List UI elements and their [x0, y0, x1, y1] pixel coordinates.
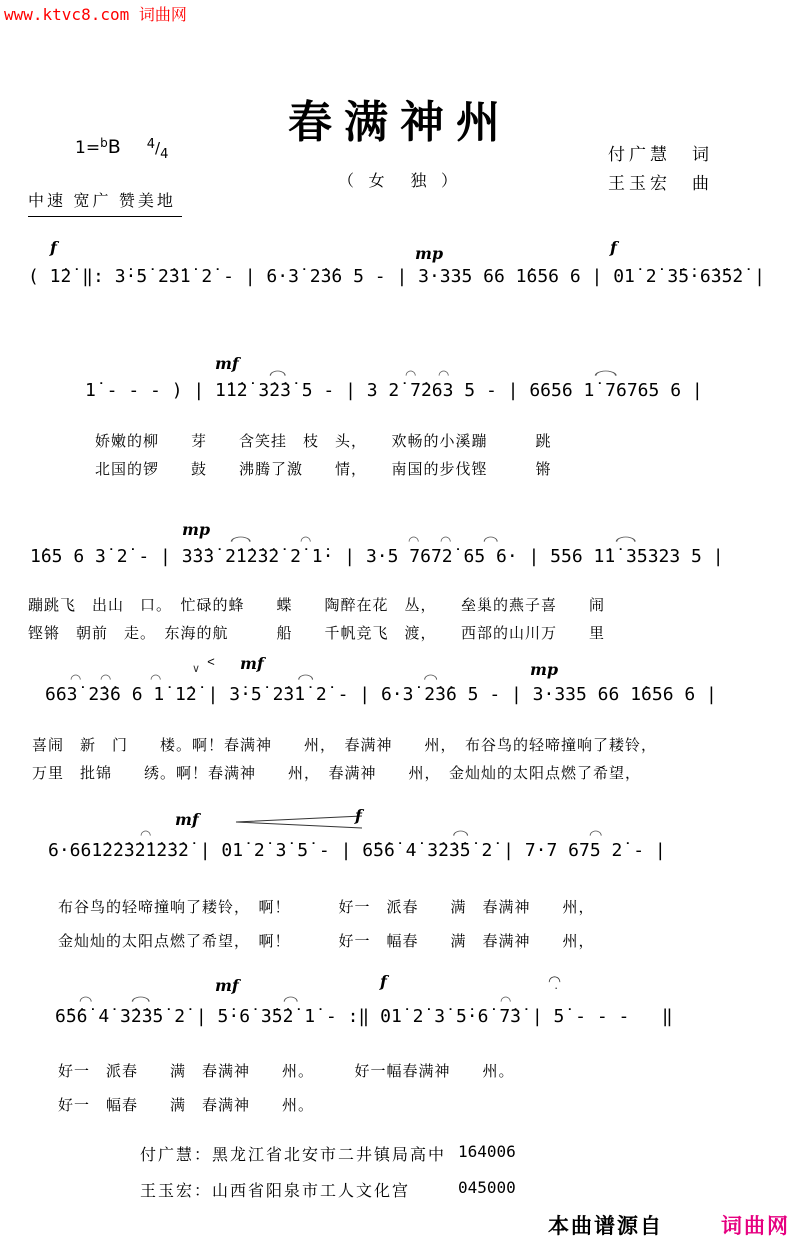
notes-line: 6·661̇2̇2̇3̇2̇1̇2̇3̇2̇ | 01̇ 2̇ 3̇ 5̇ - | 6̇5̇6̇ 4̇ 3̇2̇3̇5̇ 2̇ | 7·7 675 2̇ - |: [48, 840, 666, 861]
dynamic-marking: mf: [175, 810, 199, 829]
lyrics-line-verse2: 万里 批锦 绣。啊！春满神 州， 春满神 州， 金灿灿的太阳点燃了希望，: [32, 765, 642, 782]
flat-sign: b: [100, 136, 108, 150]
dynamic-marking: f: [355, 806, 362, 825]
music-system-4: [0, 652, 800, 807]
notes-line: ( 1̇2̇ ‖: 3̇·5̇ 2̇3̇1̇ 2̇ - | 6·3̇ 2̇3̇6 5 - | 3·335 66 1̇656 6 | 01̇ 2̇ 3̇5̇·6̇3̇5̇2̇ |: [28, 266, 765, 287]
postal-code-lyricist: 164006: [458, 1142, 516, 1161]
dynamic-marking: mp: [182, 520, 211, 539]
key-signature: [75, 136, 168, 162]
composer-credit: 王玉宏 曲: [608, 174, 713, 193]
dynamic-marking: mf: [215, 354, 239, 373]
crescendo-hairpin-icon: [232, 814, 362, 835]
lyricist-credit: 付广慧 词: [608, 145, 713, 164]
source-note: [548, 1210, 790, 1240]
lyrics-line-verse2: 金灿灿的太阳点燃了希望， 啊！ 好一 幅春 满 春满神 州，: [58, 933, 595, 950]
dynamic-marking: f: [380, 972, 387, 991]
source-site: 词曲网: [721, 1215, 790, 1238]
notes-line: 1̇ - - - ) | 1̇1̇2̇ 3̇2̇3̇ 5 - | 3 2̇ 7̇263 5 - | 6656 1̇ 76765 6 |: [85, 380, 703, 401]
dynamic-marking: mf: [240, 654, 264, 673]
dynamic-marking: f: [50, 238, 57, 257]
source-prefix: 本曲谱源自: [548, 1215, 663, 1238]
dynamic-marking: mp: [415, 244, 444, 263]
music-system-5: [0, 806, 800, 971]
lyrics-line-verse1: 好一 派春 满 春满神 州。 好一幅春满神 州。: [58, 1063, 515, 1080]
time-signature: [146, 137, 169, 162]
meter-slash: /: [155, 139, 161, 157]
footer-contact-composer: 王玉宏：山西省阳泉市工人文化宫: [140, 1183, 411, 1200]
breath-mark-icon: [192, 662, 200, 675]
notes-line: 6̇5̇6̇ 4̇ 3̇2̇3̇5̇ 2̇ | 5̇·6̇ 3̇5̇2̇ 1̇ - :‖ 01̇ 2̇ 3̇ 5̇·6̇ 7̇3̇ | 5̇ - - - ‖: [55, 1006, 673, 1027]
lyrics-line-verse1: 蹦跳飞 出山 口。 忙碌的蜂 蝶 陶醉在花 丛， 垒巢的燕子喜 闹: [28, 597, 606, 614]
song-title: 春满神州: [288, 97, 512, 148]
subtitle: （ 女 独 ）: [338, 173, 462, 190]
lyrics-line-verse1: 喜闹 新 门 楼。啊！春满神 州， 春满神 州， 布谷鸟的轻啼撞响了耧铃，: [32, 737, 658, 754]
watermark-text: www.ktvc8.com 词曲网: [4, 5, 187, 24]
lyrics-line-verse2: 北国的锣 鼓 沸腾了激 情， 南国的步伐铿 锵: [95, 461, 552, 478]
crescendo-icon: [207, 654, 215, 669]
dynamic-marking: mf: [215, 976, 239, 995]
meter-numerator: 4: [146, 137, 156, 152]
postal-code-composer: 045000: [458, 1178, 516, 1197]
key-prefix: 1=: [75, 138, 101, 158]
meter-denominator: 4: [160, 147, 169, 162]
lyrics-line-verse1: 娇嫩的柳 芽 含笑挂 枝 头， 欢畅的小溪蹦 跳: [95, 433, 552, 450]
music-system-6: [0, 972, 800, 1137]
dynamic-marking: mp: [530, 660, 559, 679]
music-system-1: [0, 238, 800, 338]
music-system-3: [0, 518, 800, 668]
lyrics-line-verse2: 铿锵 朝前 走。 东海的航 船 千帆竞飞 渡， 西部的山川万 里: [28, 625, 606, 642]
fermata-icon: [548, 974, 561, 989]
lyrics-line-verse1: 布谷鸟的轻啼撞响了耧铃， 啊！ 好一 派春 满 春满神 州，: [58, 899, 595, 916]
footer-contact-lyricist: 付广慧：黑龙江省北安市二井镇局高中: [140, 1147, 447, 1164]
key-tonic: B: [107, 136, 121, 158]
notes-line: 1̇65 6 3̇ 2̇ - | 3̇3̇3̇ 2̇1̇2̇3̇2̇ 2̇ 1̇· | 3·5 7672̇ 65 6· | 556 1̇1̇ 35323 5 |: [30, 546, 724, 567]
music-system-2: [0, 352, 800, 502]
lyrics-line-verse2: 好一 幅春 满 春满神 州。: [58, 1097, 315, 1114]
tempo-marking: 中速 宽广 赞美地: [28, 188, 182, 217]
dynamic-marking: f: [610, 238, 617, 257]
notes-line: 663̇ 2̇3̇6 6 1̇ 1̇2̇ | 3̇·5̇ 2̇3̇1̇ 2̇ - | 6·3̇ 2̇3̇6 5 - | 3·335 66 1̇656 6 |: [45, 684, 717, 705]
